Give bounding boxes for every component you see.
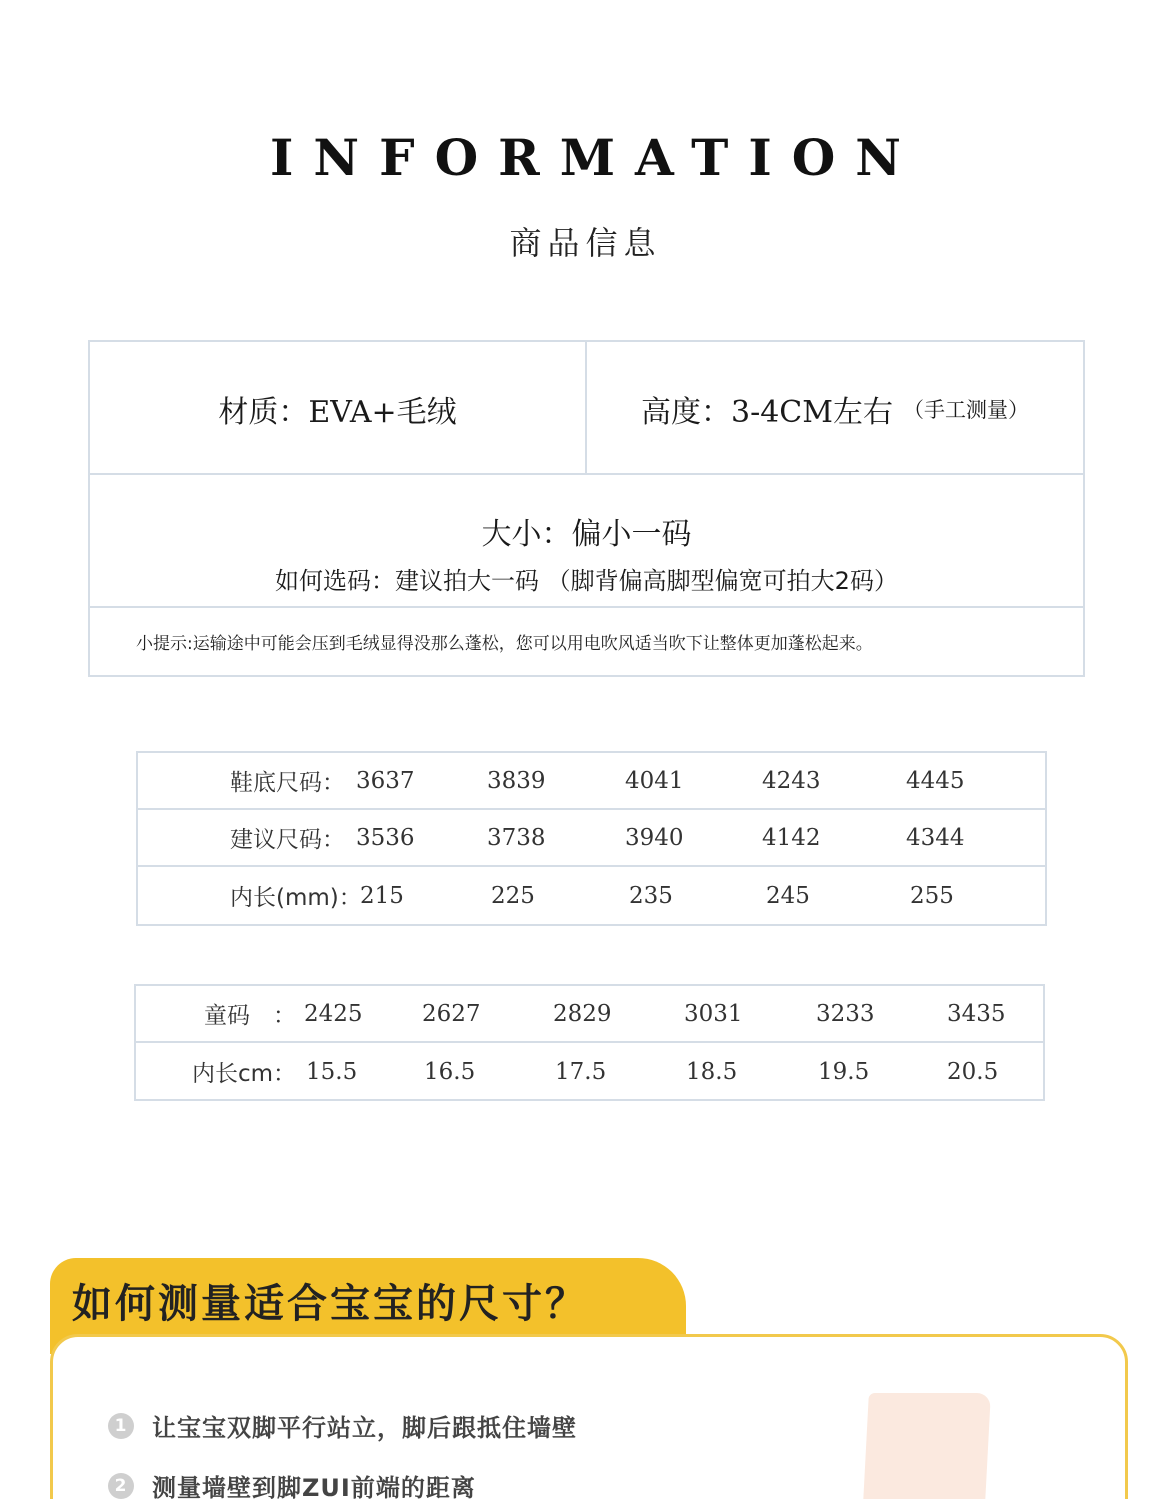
table-cell: 2425 <box>304 1000 363 1027</box>
table-row <box>138 810 1045 867</box>
adult-size-table <box>136 751 1047 926</box>
table-cell: 17.5 <box>555 1058 607 1085</box>
table-cell: 16.5 <box>424 1058 476 1085</box>
info-row-material-height <box>90 342 1083 475</box>
info-row-tip <box>90 608 1083 675</box>
measure-step-2 <box>108 1468 476 1499</box>
tip-text: 小提示:运输途中可能会压到毛绒显得没那么蓬松，您可以用电吹风适当吹下让整体更加蓬松起来。 <box>136 634 873 654</box>
step-number-icon: 2 <box>108 1473 134 1499</box>
foot-illustration-icon <box>863 1393 991 1499</box>
height-text: 高度：3-4CM左右 <box>641 394 893 430</box>
measure-step-1 <box>108 1408 577 1443</box>
table-cell: 4344 <box>906 824 965 851</box>
table-cell: 4142 <box>762 824 821 851</box>
table-cell: 4243 <box>762 767 821 794</box>
step-text: 让宝宝双脚平行站立，脚后跟抵住墙壁 <box>152 1414 577 1442</box>
page-title-en: INFORMATION <box>270 128 921 187</box>
table-cell: 225 <box>491 882 535 909</box>
height-note: （手工测量） <box>902 397 1029 422</box>
table-cell: 3233 <box>816 1000 875 1027</box>
table-cell: 3637 <box>356 767 415 794</box>
step-number-icon: 1 <box>108 1413 134 1439</box>
table-cell: 3536 <box>356 824 415 851</box>
size-text: 大小：偏小一码 <box>481 517 692 552</box>
row-label: 鞋底尺码： <box>230 770 345 796</box>
kids-size-table <box>134 984 1045 1101</box>
table-cell: 18.5 <box>686 1058 738 1085</box>
size-advice-text: 如何选码：建议拍大一码 （脚背偏高脚型偏宽可拍大2码） <box>275 567 898 595</box>
table-cell: 19.5 <box>818 1058 870 1085</box>
table-cell: 20.5 <box>947 1058 999 1085</box>
material-cell <box>90 342 587 475</box>
table-cell: 3839 <box>487 767 546 794</box>
table-cell: 245 <box>766 882 810 909</box>
material-text: 材质：EVA+毛绒 <box>218 394 457 430</box>
table-cell: 255 <box>910 882 954 909</box>
step-text: 测量墙壁到脚ZUI前端的距离 <box>152 1474 476 1499</box>
table-cell: 215 <box>360 882 404 909</box>
table-cell: 4041 <box>625 767 684 794</box>
row-label: 建议尺码： <box>230 827 345 853</box>
table-cell: 235 <box>629 882 673 909</box>
table-cell: 3031 <box>684 1000 743 1027</box>
table-cell: 3738 <box>487 824 546 851</box>
table-cell: 4445 <box>906 767 965 794</box>
row-label: 内长(mm)： <box>230 885 362 911</box>
table-cell: 15.5 <box>306 1058 358 1085</box>
row-label: 童码 ： <box>204 1003 296 1029</box>
measure-title: 如何测量适合宝宝的尺寸？ <box>72 1281 588 1327</box>
table-row <box>136 1043 1043 1100</box>
table-cell: 3435 <box>947 1000 1006 1027</box>
row-label: 内长cm： <box>192 1061 297 1087</box>
height-cell <box>587 342 1083 475</box>
page-title-cn: 商品信息 <box>509 224 662 262</box>
table-cell: 2627 <box>422 1000 481 1027</box>
info-row-size <box>90 475 1083 608</box>
product-info-box <box>88 340 1085 677</box>
table-row <box>138 753 1045 810</box>
table-cell: 3940 <box>625 824 684 851</box>
table-cell: 2829 <box>553 1000 612 1027</box>
table-row <box>136 986 1043 1043</box>
table-row <box>138 867 1045 924</box>
